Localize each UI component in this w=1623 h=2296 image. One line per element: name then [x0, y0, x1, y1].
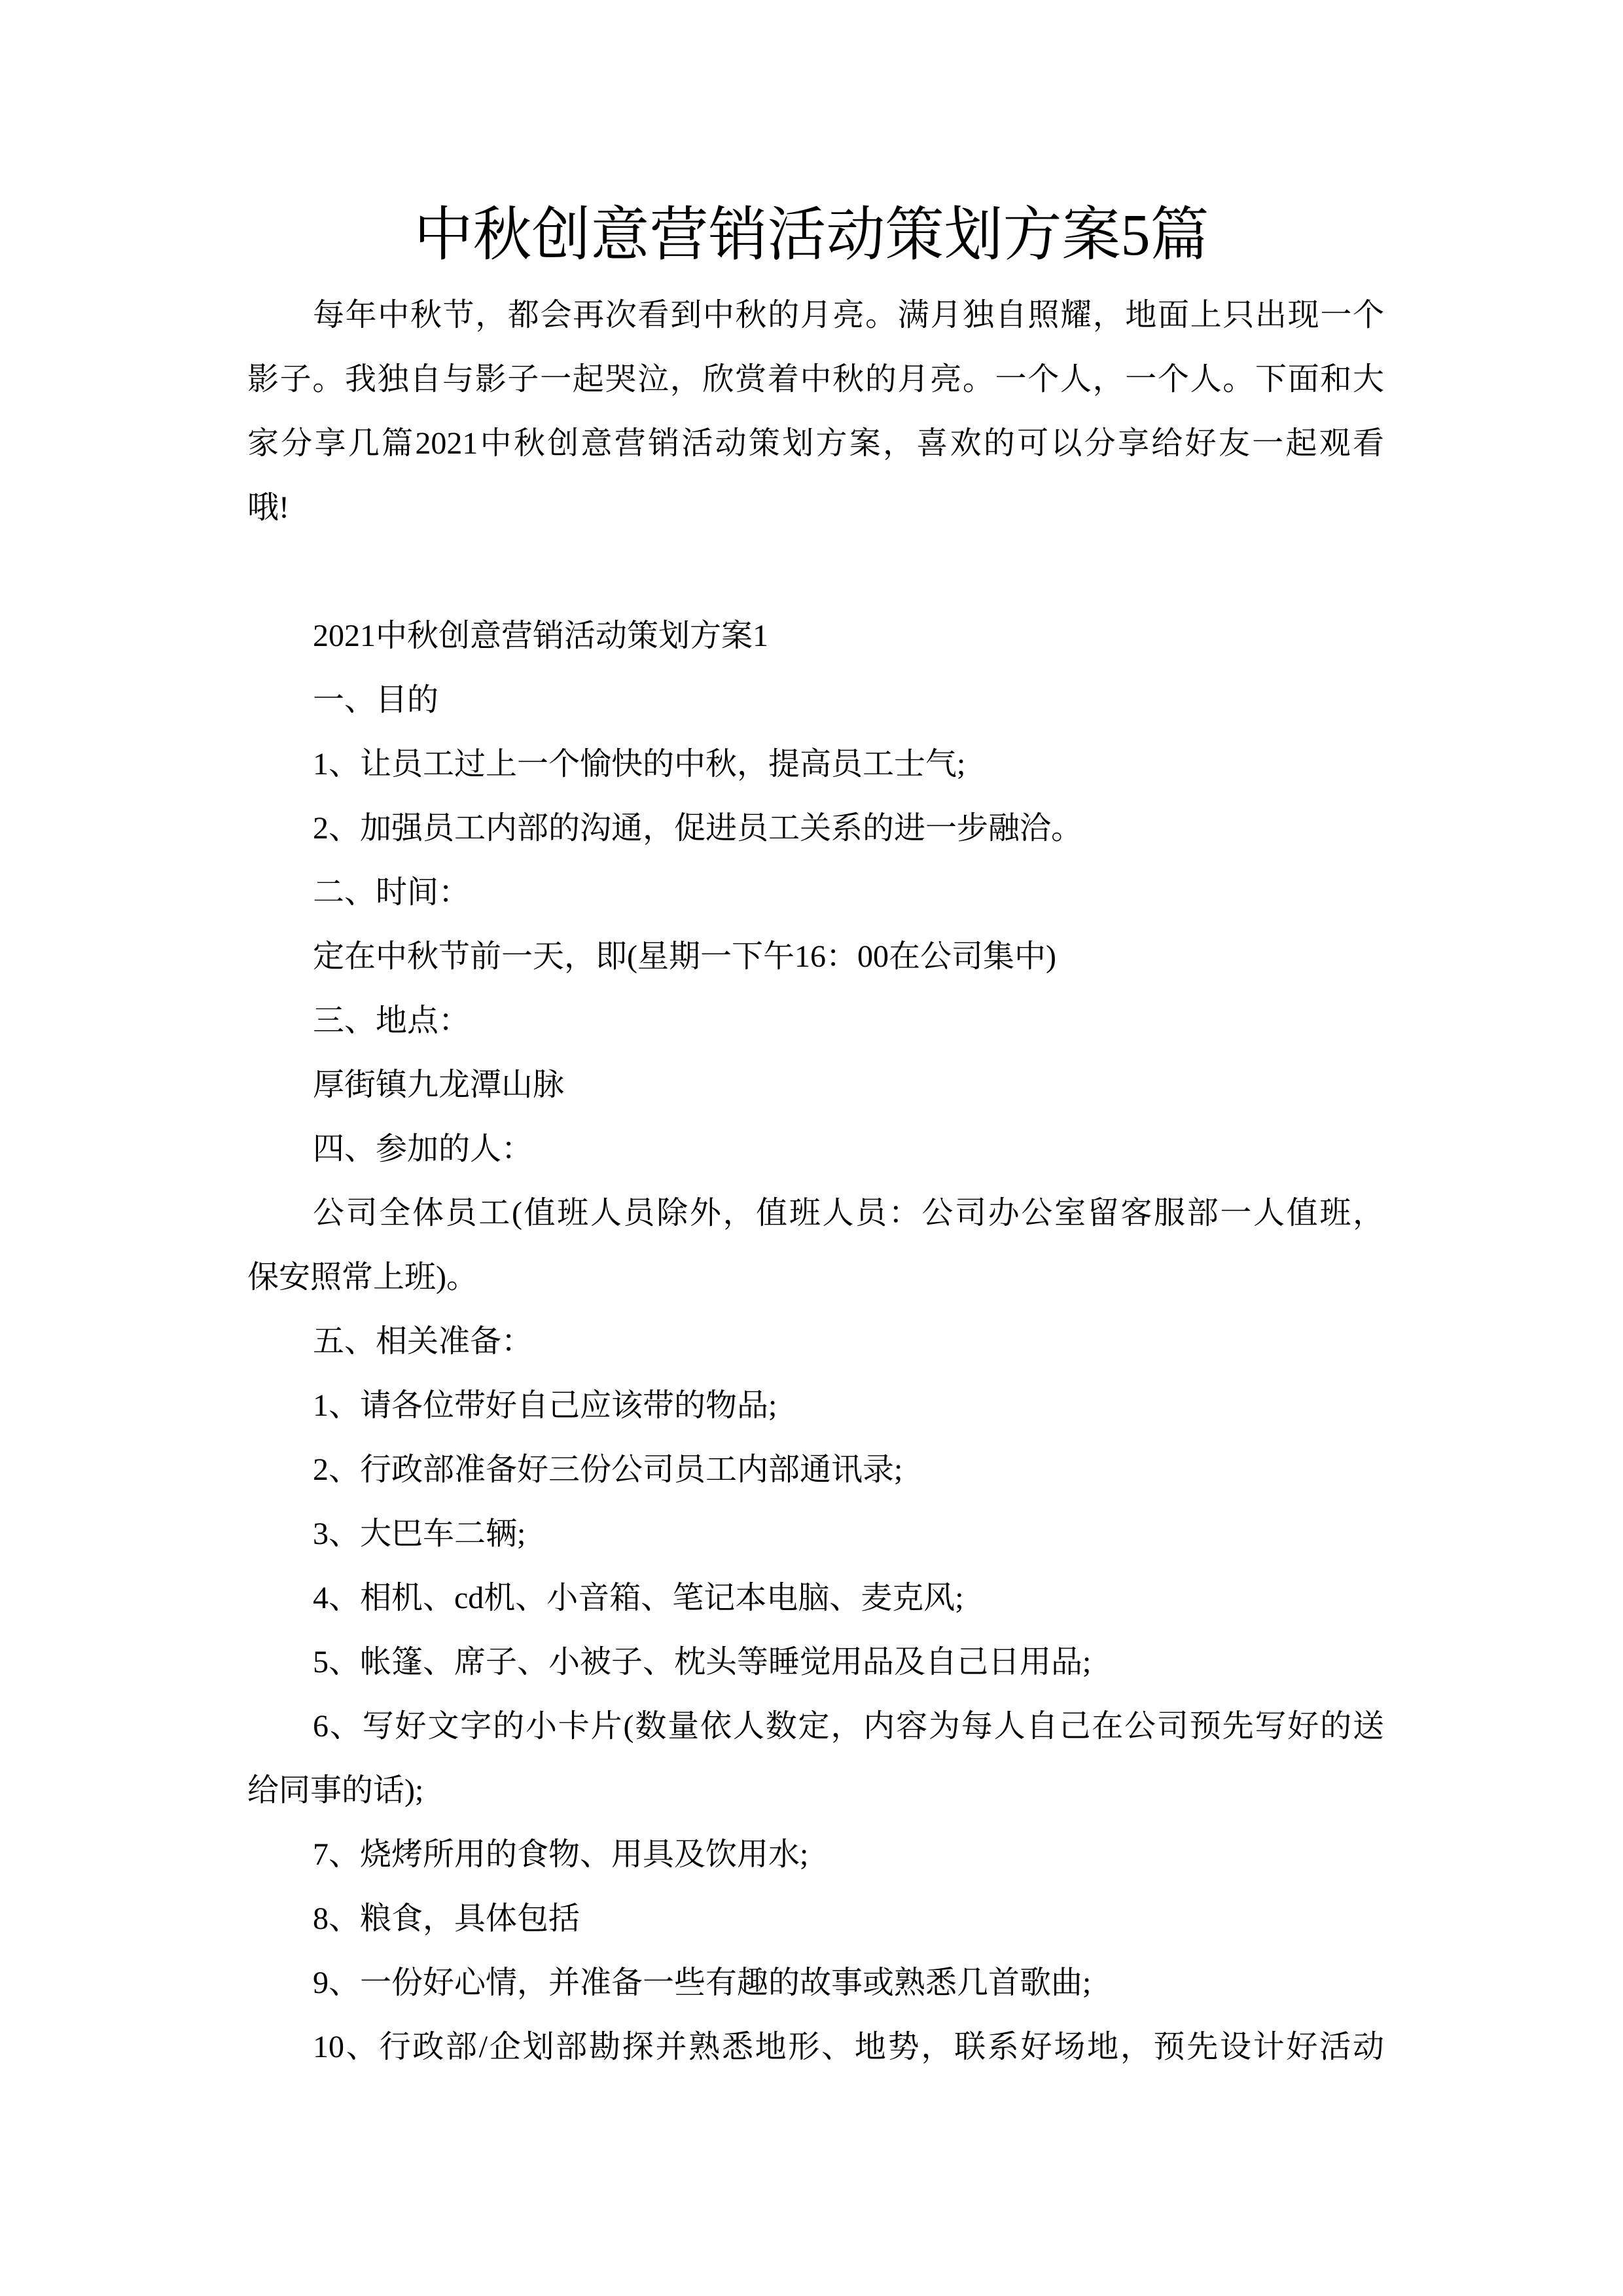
list-item: 2、加强员工内部的沟通，促进员工关系的进一步融洽。	[313, 811, 1083, 846]
intro-line: 哦!	[247, 490, 289, 525]
list-item: 一、目的	[313, 683, 439, 717]
list-item: 8、粮食，具体包括	[313, 1901, 580, 1936]
list-item: 7、烧烤所用的食物、用具及饮用水;	[313, 1837, 809, 1872]
list-item: 4、相机、cd机、小音箱、笔记本电脑、麦克风;	[313, 1581, 964, 1615]
list-item: 1、让员工过上一个愉快的中秋，提高员工士气;	[313, 747, 966, 781]
section-title: 2021中秋创意营销活动策划方案1	[313, 619, 769, 653]
intro-line: 每年中秋节，都会再次看到中秋的月亮。满月独自照耀，地面上只出现一个	[313, 298, 1384, 332]
list-item: 厚街镇九龙潭山脉	[313, 1067, 565, 1102]
list-item: 保安照常上班)。	[247, 1260, 478, 1295]
list-item: 5、帐篷、席子、小被子、枕头等睡觉用品及自己日用品;	[313, 1645, 1092, 1679]
list-item: 3、大巴车二辆;	[313, 1516, 526, 1551]
list-item: 给同事的话);	[247, 1773, 424, 1808]
document-title: 中秋创意营销活动策划方案5篇	[414, 203, 1209, 268]
blank-line	[247, 540, 1384, 604]
list-item: 五、相关准备：	[313, 1324, 533, 1359]
list-item: 10、行政部/企划部勘探并熟悉地形、地势，联系好场地，预先设计好活动	[313, 2030, 1384, 2064]
intro-line: 家分享几篇2021中秋创意营销活动策划方案，喜欢的可以分享给好友一起观看	[247, 426, 1384, 461]
document-body	[247, 283, 1384, 2079]
list-item: 定在中秋节前一天，即(星期一下午16：00在公司集中)	[313, 939, 1056, 974]
list-item: 公司全体员工(值班人员除外，值班人员：公司办公室留客服部一人值班，	[313, 1196, 1384, 1230]
list-item: 二、时间：	[313, 875, 471, 910]
list-item: 1、请各位带好自己应该带的物品;	[313, 1388, 777, 1423]
list-item: 2、行政部准备好三份公司员工内部通讯录;	[313, 1452, 903, 1487]
list-item: 三、地点：	[313, 1003, 471, 1038]
intro-line: 影子。我独自与影子一起哭泣，欣赏着中秋的月亮。一个人，一个人。下面和大	[247, 362, 1384, 397]
list-item: 9、一份好心情，并准备一些有趣的故事或熟悉几首歌曲;	[313, 1965, 1092, 2000]
list-item: 6、写好文字的小卡片(数量依人数定，内容为每人自己在公司预先写好的送	[313, 1709, 1384, 1744]
list-item: 四、参加的人：	[313, 1132, 533, 1166]
